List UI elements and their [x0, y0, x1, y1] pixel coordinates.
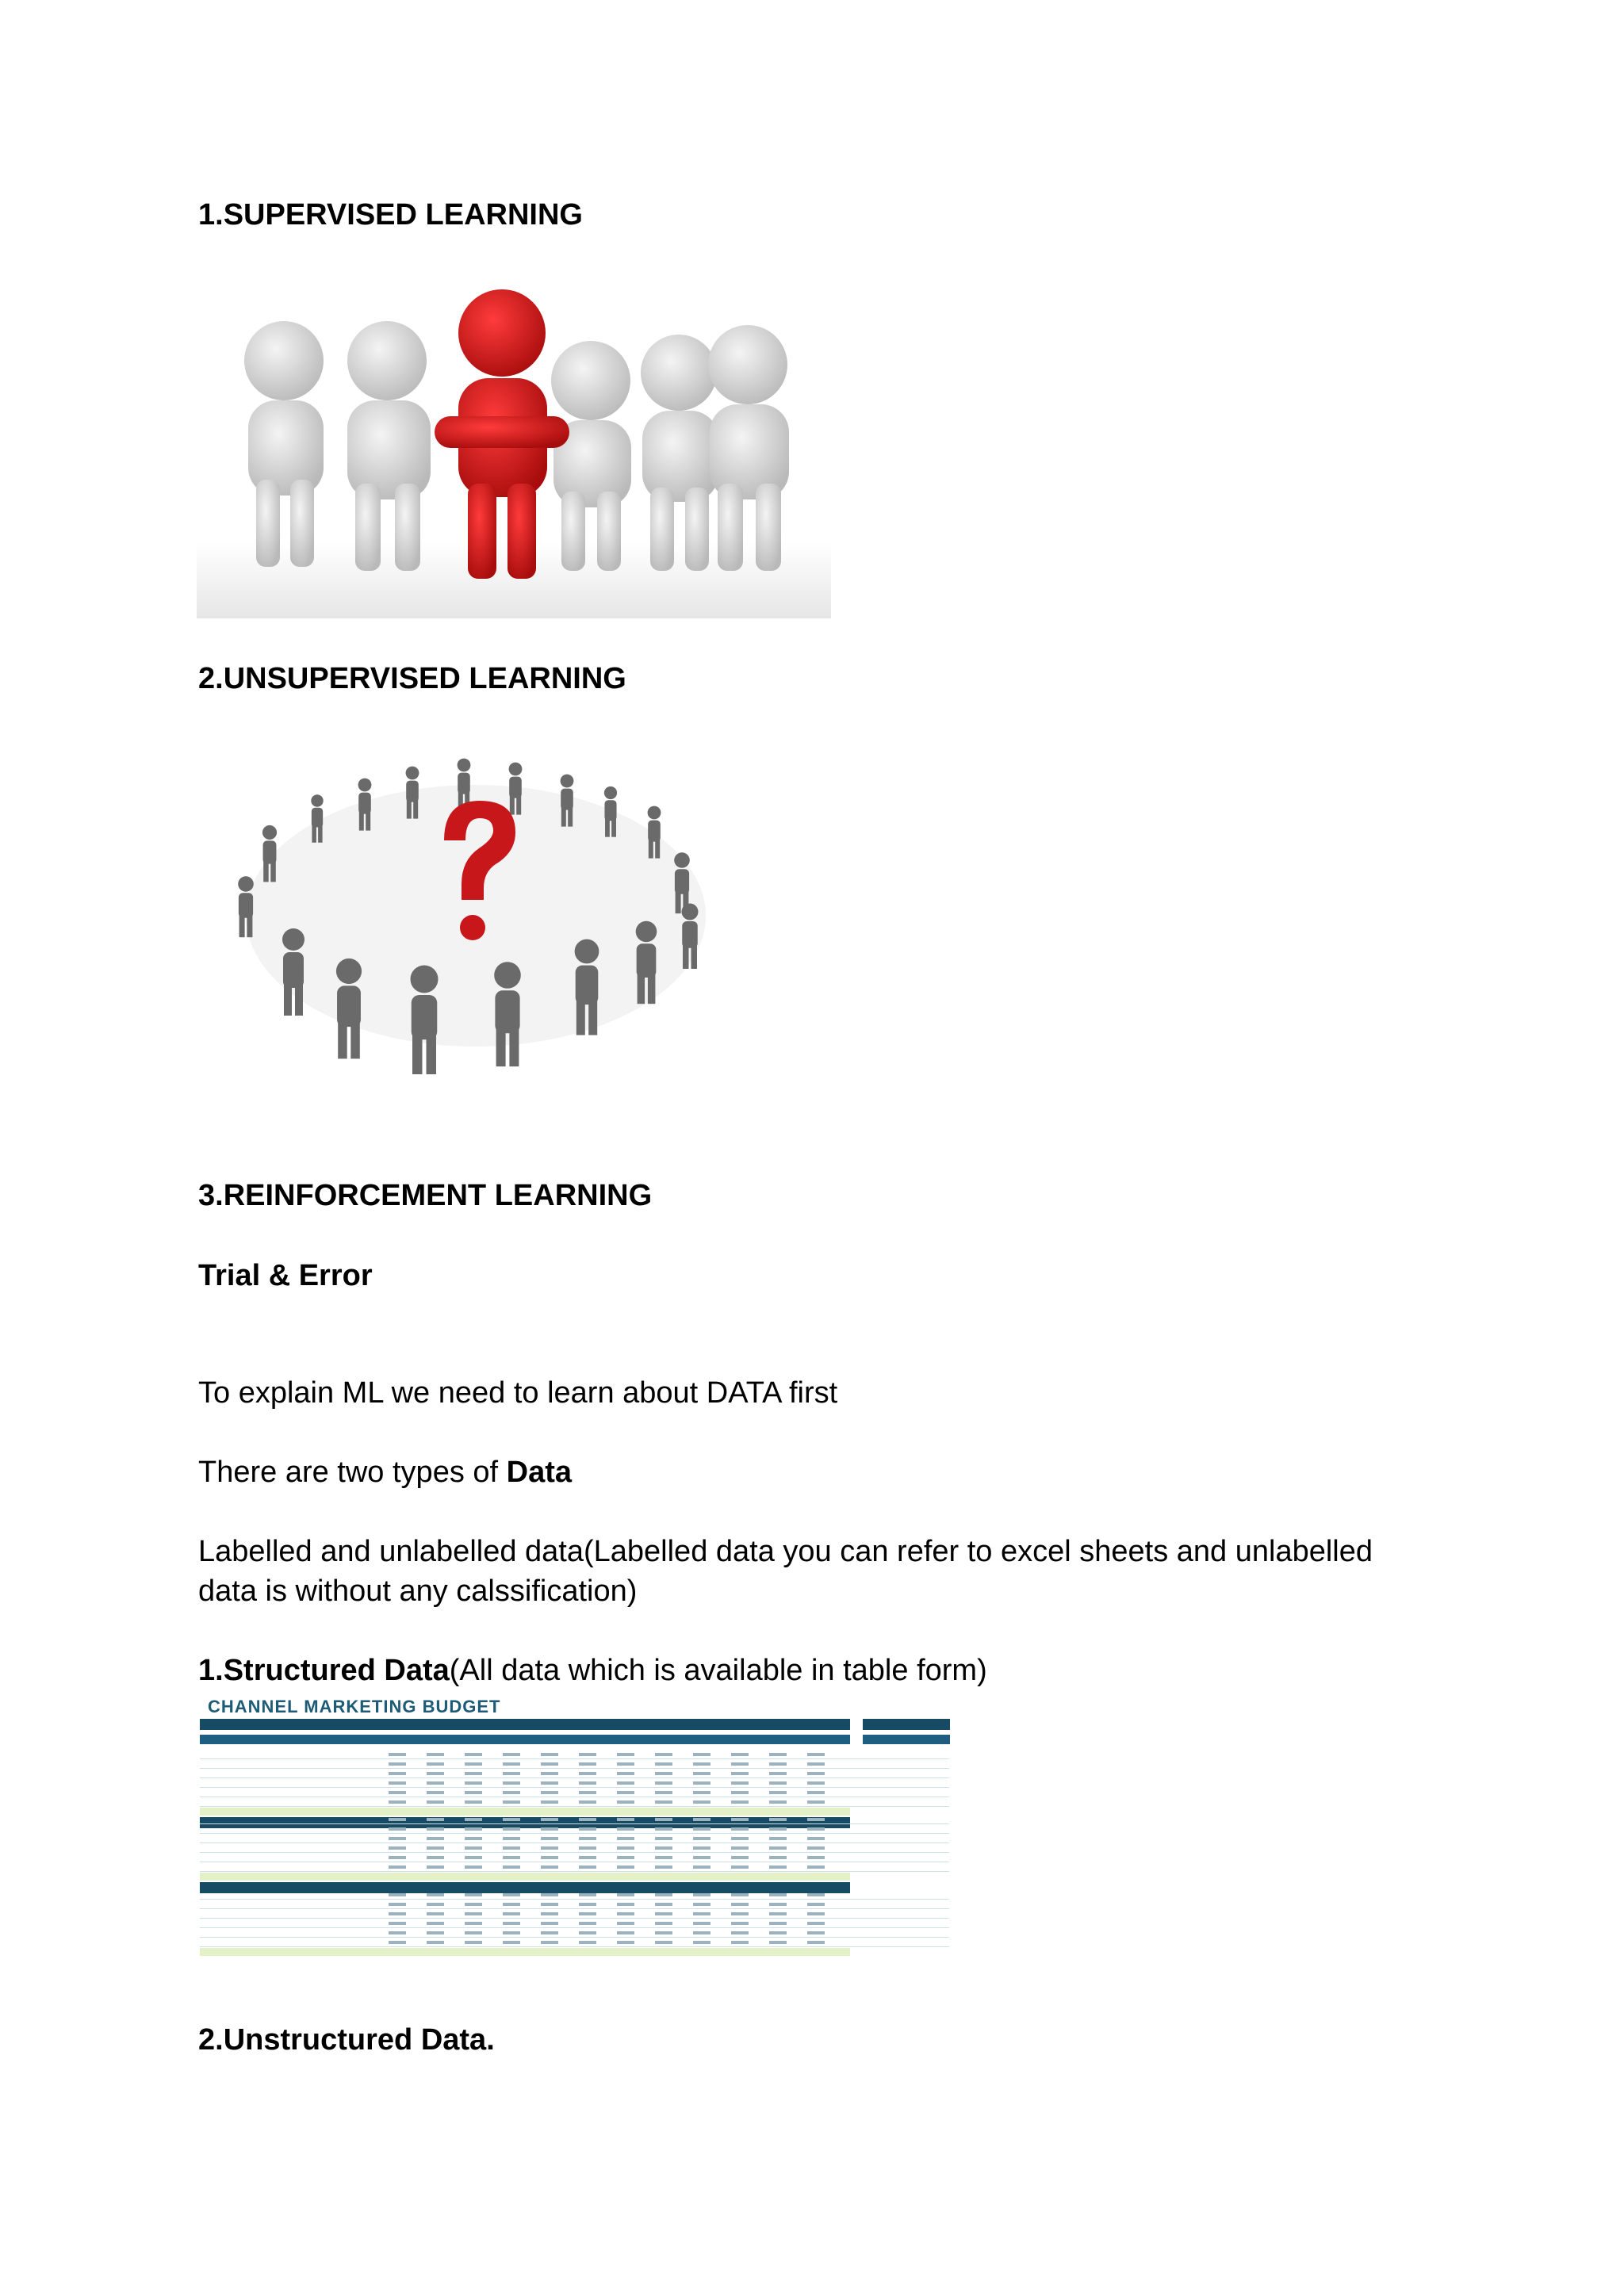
sheet-row-line — [200, 1918, 949, 1919]
sheet-cell — [427, 1753, 444, 1756]
sheet-cell — [807, 1903, 825, 1906]
sheet-cell — [465, 1922, 482, 1925]
sheet-cell — [503, 1912, 520, 1915]
sheet-cell — [389, 1893, 406, 1896]
sheet-cell — [617, 1931, 634, 1934]
sheet-cell — [617, 1781, 634, 1785]
sheet-cell — [503, 1781, 520, 1785]
sheet-cell — [579, 1818, 596, 1821]
sheet-cell — [427, 1922, 444, 1925]
paragraph-labelled-line2: data is without any calssification) — [198, 1575, 638, 1608]
paragraph-types — [198, 1452, 572, 1492]
sheet-cell — [769, 1818, 787, 1821]
sheet-cell — [579, 1866, 596, 1869]
sheet-cell — [541, 1893, 558, 1896]
sheet-cell — [541, 1762, 558, 1766]
sheet-cell — [579, 1922, 596, 1925]
sheet-cell — [465, 1931, 482, 1934]
sheet-cell — [579, 1837, 596, 1840]
sheet-cell — [693, 1846, 710, 1850]
sheet-cell — [389, 1772, 406, 1775]
sheet-row-line — [200, 1908, 949, 1909]
sheet-cell — [693, 1827, 710, 1831]
sheet-cell — [465, 1781, 482, 1785]
sheet-cell — [655, 1753, 672, 1756]
sheet-row-line — [200, 1806, 949, 1807]
sheet-header-row — [200, 1817, 850, 1828]
sheet-cell — [465, 1941, 482, 1944]
sheet-cell — [617, 1827, 634, 1831]
sheet-section-band — [200, 1735, 850, 1744]
sheet-cell — [617, 1762, 634, 1766]
sheet-cell — [427, 1781, 444, 1785]
sheet-cell — [731, 1931, 749, 1934]
sheet-cell — [693, 1893, 710, 1896]
sheet-cell — [579, 1800, 596, 1804]
sheet-cell — [807, 1912, 825, 1915]
sheet-cell — [769, 1781, 787, 1785]
sheet-cell — [579, 1893, 596, 1896]
heading-unstructured: 2.Unstructured Data. — [198, 2023, 495, 2057]
sheet-cell — [693, 1856, 710, 1859]
sheet-cell — [693, 1791, 710, 1794]
sheet-cell — [427, 1800, 444, 1804]
sheet-row-line — [200, 1768, 949, 1769]
sheet-header-row — [200, 1719, 850, 1730]
sheet-cell — [389, 1922, 406, 1925]
supervised-learning-image — [197, 281, 831, 618]
sheet-cell — [389, 1800, 406, 1804]
sheet-cell — [693, 1912, 710, 1915]
sheet-cell — [541, 1856, 558, 1859]
sheet-cell — [541, 1753, 558, 1756]
sheet-cell — [769, 1837, 787, 1840]
sheet-cell — [617, 1856, 634, 1859]
sheet-cell — [541, 1772, 558, 1775]
sheet-cell — [693, 1762, 710, 1766]
sheet-row-line — [200, 1927, 949, 1928]
sheet-cell — [579, 1827, 596, 1831]
sheet-cell — [655, 1903, 672, 1906]
sheet-cell — [731, 1837, 749, 1840]
sheet-cell — [465, 1846, 482, 1850]
sheet-cell — [503, 1818, 520, 1821]
sheet-cell — [427, 1846, 444, 1850]
sheet-cell — [769, 1941, 787, 1944]
sheet-cell — [807, 1772, 825, 1775]
sheet-cell — [731, 1791, 749, 1794]
sheet-cell — [655, 1772, 672, 1775]
sheet-cell — [693, 1922, 710, 1925]
sheet-cell — [465, 1753, 482, 1756]
sheet-cell — [769, 1893, 787, 1896]
sheet-cell — [503, 1827, 520, 1831]
sheet-cell — [427, 1762, 444, 1766]
sheet-cell — [769, 1846, 787, 1850]
sheet-cell — [731, 1846, 749, 1850]
sheet-cell — [655, 1762, 672, 1766]
paragraph-structured — [198, 1651, 987, 1690]
sheet-cell — [769, 1762, 787, 1766]
sheet-cell — [389, 1791, 406, 1794]
sheet-cell — [731, 1856, 749, 1859]
sheet-cell — [807, 1931, 825, 1934]
sheet-cell — [769, 1827, 787, 1831]
sheet-cell — [541, 1818, 558, 1821]
sheet-cell — [579, 1903, 596, 1906]
sheet-cell — [427, 1837, 444, 1840]
sheet-cell — [503, 1791, 520, 1794]
sheet-cell — [731, 1941, 749, 1944]
sheet-cell — [465, 1791, 482, 1794]
sheet-cell — [769, 1912, 787, 1915]
sheet-cell — [579, 1846, 596, 1850]
sheet-cell — [693, 1781, 710, 1785]
types-prefix: There are two types of — [198, 1456, 507, 1489]
sheet-cell — [769, 1791, 787, 1794]
sheet-cell — [807, 1866, 825, 1869]
sheet-cell — [503, 1931, 520, 1934]
sheet-row-line — [200, 1758, 949, 1759]
sheet-cell — [389, 1903, 406, 1906]
sheet-cell — [769, 1753, 787, 1756]
sheet-cell — [427, 1866, 444, 1869]
sheet-cell — [579, 1772, 596, 1775]
sheet-cell — [617, 1818, 634, 1821]
sheet-cell — [655, 1941, 672, 1944]
heading-trial-error: Trial & Error — [198, 1259, 373, 1292]
sheet-header-total — [863, 1719, 950, 1730]
sheet-cell — [655, 1781, 672, 1785]
sheet-cell — [731, 1912, 749, 1915]
sheet-cell — [769, 1931, 787, 1934]
heading-unsupervised: 2.UNSUPERVISED LEARNING — [198, 662, 626, 695]
sheet-cell — [731, 1800, 749, 1804]
paragraph-explain: To explain ML we need to learn about DATA first — [198, 1376, 838, 1410]
sheet-cell — [655, 1818, 672, 1821]
sheet-cell — [769, 1922, 787, 1925]
sheet-cell — [579, 1941, 596, 1944]
sheet-row-line — [200, 1787, 949, 1788]
sheet-cell — [807, 1762, 825, 1766]
sheet-cell — [693, 1866, 710, 1869]
sheet-cell — [389, 1837, 406, 1840]
sheet-cell — [693, 1837, 710, 1840]
sheet-cell — [731, 1762, 749, 1766]
sheet-cell — [389, 1818, 406, 1821]
sheet-cell — [541, 1781, 558, 1785]
sheet-section-band-total — [863, 1735, 950, 1744]
sheet-cell — [617, 1837, 634, 1840]
sheet-cell — [465, 1818, 482, 1821]
sheet-cell — [769, 1903, 787, 1906]
structured-rest: (All data which is available in table form) — [449, 1654, 987, 1687]
sheet-cell — [541, 1846, 558, 1850]
sheet-cell — [427, 1941, 444, 1944]
sheet-cell — [465, 1856, 482, 1859]
sheet-cell — [617, 1772, 634, 1775]
sheet-cell — [655, 1931, 672, 1934]
sheet-row-line — [200, 1899, 949, 1900]
heading-supervised: 1.SUPERVISED LEARNING — [198, 198, 583, 232]
sheet-cell — [465, 1903, 482, 1906]
sheet-cell — [465, 1866, 482, 1869]
sheet-cell — [617, 1893, 634, 1896]
sheet-cell — [503, 1753, 520, 1756]
sheet-cell — [693, 1931, 710, 1934]
sheet-cell — [807, 1791, 825, 1794]
sheet-cell — [427, 1903, 444, 1906]
sheet-cell — [465, 1893, 482, 1896]
sheet-cell — [617, 1912, 634, 1915]
sheet-cell — [731, 1753, 749, 1756]
sheet-cell — [503, 1762, 520, 1766]
sheet-cell — [617, 1753, 634, 1756]
sheet-cell — [465, 1912, 482, 1915]
sheet-cell — [807, 1800, 825, 1804]
sheet-cell — [693, 1818, 710, 1821]
sheet-row-line — [200, 1946, 949, 1947]
sheet-cell — [807, 1922, 825, 1925]
sheet-cell — [655, 1912, 672, 1915]
sheet-total-row — [200, 1948, 850, 1956]
sheet-cell — [655, 1866, 672, 1869]
sheet-cell — [541, 1912, 558, 1915]
sheet-cell — [617, 1800, 634, 1804]
sheet-cell — [807, 1781, 825, 1785]
structured-bold: 1.Structured Data — [198, 1654, 450, 1687]
sheet-cell — [541, 1791, 558, 1794]
structured-data-spreadsheet-image — [198, 1697, 952, 1980]
sheet-cell — [389, 1827, 406, 1831]
sheet-cell — [541, 1827, 558, 1831]
sheet-cell — [503, 1941, 520, 1944]
sheet-cell — [503, 1866, 520, 1869]
sheet-cell — [389, 1912, 406, 1915]
sheet-cell — [769, 1772, 787, 1775]
sheet-cell — [389, 1931, 406, 1934]
sheet-cell — [541, 1941, 558, 1944]
sheet-cell — [617, 1866, 634, 1869]
sheet-cell — [617, 1791, 634, 1794]
sheet-cell — [579, 1781, 596, 1785]
sheet-row-line — [200, 1833, 949, 1834]
sheet-row-line — [200, 1871, 949, 1872]
sheet-cell — [503, 1903, 520, 1906]
sheet-title: CHANNEL MARKETING BUDGET — [208, 1697, 501, 1716]
sheet-cell — [655, 1791, 672, 1794]
sheet-cell — [617, 1941, 634, 1944]
sheet-cell — [731, 1903, 749, 1906]
sheet-total-row — [200, 1808, 850, 1816]
sheet-cell — [465, 1837, 482, 1840]
sheet-cell — [731, 1827, 749, 1831]
sheet-cell — [503, 1800, 520, 1804]
sheet-cell — [427, 1931, 444, 1934]
sheet-cell — [427, 1827, 444, 1831]
sheet-cell — [541, 1931, 558, 1934]
sheet-row-line — [200, 1852, 949, 1853]
sheet-cell — [731, 1893, 749, 1896]
sheet-cell — [769, 1866, 787, 1869]
sheet-cell — [579, 1912, 596, 1915]
sheet-cell — [579, 1791, 596, 1794]
sheet-cell — [465, 1772, 482, 1775]
sheet-total-row — [200, 1873, 850, 1881]
heading-reinforcement: 3.REINFORCEMENT LEARNING — [198, 1179, 653, 1212]
sheet-header-row — [200, 1882, 850, 1893]
sheet-cell — [693, 1753, 710, 1756]
sheet-cell — [389, 1846, 406, 1850]
sheet-cell — [807, 1846, 825, 1850]
sheet-cell — [579, 1762, 596, 1766]
sheet-cell — [655, 1800, 672, 1804]
sheet-cell — [807, 1941, 825, 1944]
sheet-cell — [655, 1893, 672, 1896]
sheet-cell — [389, 1866, 406, 1869]
sheet-cell — [389, 1753, 406, 1756]
sheet-cell — [427, 1856, 444, 1859]
sheet-cell — [731, 1818, 749, 1821]
sheet-cell — [465, 1762, 482, 1766]
sheet-cell — [427, 1772, 444, 1775]
sheet-cell — [427, 1791, 444, 1794]
sheet-cell — [693, 1941, 710, 1944]
sheet-row-line — [200, 1937, 949, 1938]
types-bold: Data — [506, 1456, 573, 1489]
sheet-cell — [579, 1931, 596, 1934]
sheet-cell — [731, 1772, 749, 1775]
sheet-cell — [541, 1837, 558, 1840]
sheet-cell — [503, 1846, 520, 1850]
sheet-cell — [503, 1893, 520, 1896]
sheet-cell — [693, 1772, 710, 1775]
sheet-cell — [465, 1827, 482, 1831]
sheet-cell — [617, 1922, 634, 1925]
unsupervised-learning-image — [214, 702, 737, 1082]
sheet-cell — [655, 1827, 672, 1831]
sheet-cell — [579, 1753, 596, 1756]
sheet-cell — [503, 1922, 520, 1925]
sheet-row-line — [200, 1777, 949, 1778]
sheet-cell — [655, 1922, 672, 1925]
sheet-cell — [503, 1856, 520, 1859]
sheet-cell — [655, 1846, 672, 1850]
sheet-cell — [731, 1922, 749, 1925]
sheet-cell — [693, 1800, 710, 1804]
sheet-cell — [541, 1903, 558, 1906]
sheet-cell — [579, 1856, 596, 1859]
sheet-cell — [655, 1856, 672, 1859]
sheet-cell — [503, 1837, 520, 1840]
sheet-cell — [503, 1772, 520, 1775]
sheet-cell — [807, 1837, 825, 1840]
sheet-cell — [389, 1781, 406, 1785]
sheet-cell — [731, 1781, 749, 1785]
sheet-cell — [465, 1800, 482, 1804]
paragraph-labelled-line1: Labelled and unlabelled data(Labelled data you can refer to excel sheets and unlabelled — [198, 1535, 1373, 1568]
sheet-cell — [807, 1753, 825, 1756]
sheet-cell — [541, 1800, 558, 1804]
sheet-cell — [541, 1866, 558, 1869]
sheet-cell — [427, 1818, 444, 1821]
sheet-cell — [807, 1856, 825, 1859]
sheet-cell — [617, 1846, 634, 1850]
sheet-cell — [389, 1856, 406, 1859]
sheet-cell — [389, 1762, 406, 1766]
sheet-cell — [693, 1903, 710, 1906]
sheet-cell — [769, 1800, 787, 1804]
sheet-cell — [769, 1856, 787, 1859]
sheet-cell — [731, 1866, 749, 1869]
sheet-cell — [427, 1912, 444, 1915]
sheet-cell — [807, 1893, 825, 1896]
sheet-cell — [807, 1827, 825, 1831]
sheet-cell — [617, 1903, 634, 1906]
sheet-cell — [541, 1922, 558, 1925]
sheet-cell — [655, 1837, 672, 1840]
sheet-cell — [807, 1818, 825, 1821]
sheet-cell — [389, 1941, 406, 1944]
sheet-cell — [427, 1893, 444, 1896]
sheet-row-line — [200, 1823, 949, 1824]
